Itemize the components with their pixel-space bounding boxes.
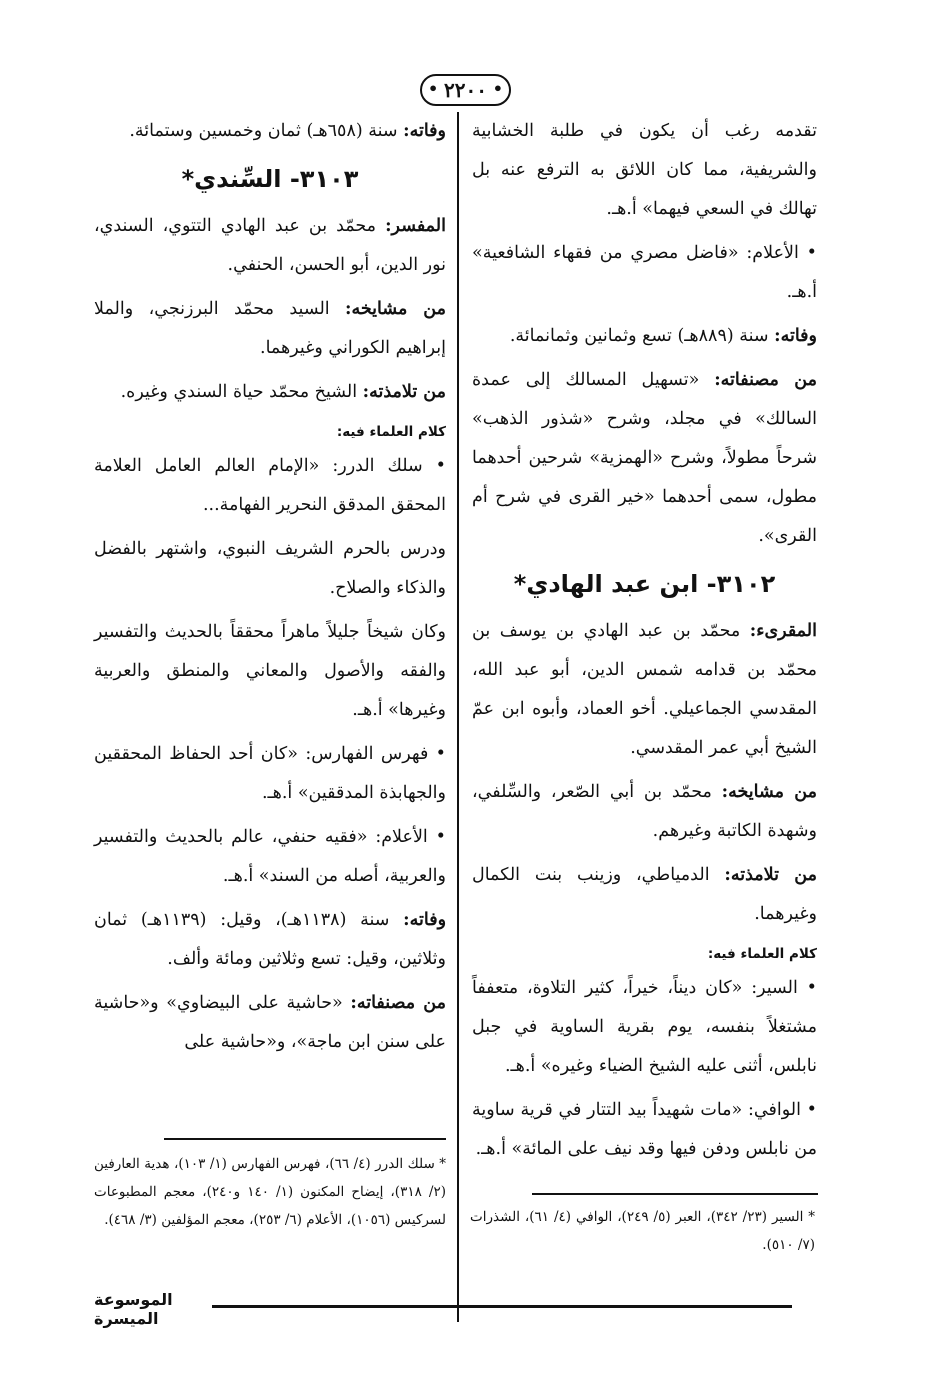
text: محمّد بن أبي الصّعر، والسِّلفي، وشهدة الكاتبة وغيرهم.	[472, 782, 817, 841]
text: محمّد بن عبد الهادي بن يوسف بن محمّد بن قدامه شمس الدين، أبو عبد الله، المقدسي الجماعيلي. أخو العماد، وأبوه ابن عمّ الشيخ أبي عمر المقدسي.	[472, 621, 817, 758]
paragraph: • فهرس الفهارس: «كان أحد الحفاظ المحققين والجهابذة المدققين» أ.هـ.	[94, 744, 446, 803]
text: «تسهيل المسالك إلى عمدة السالك» في مجلد، وشرح «شذور الذهب» شرحاً مطولاً، وشرح «الهمزية» شرحين أحدهما مطول، سمى أحدهما «خير القرى في شرح أم القرى».	[472, 370, 817, 546]
label: من مصنفاته:	[350, 993, 446, 1013]
paragraph	[94, 112, 446, 151]
column-divider	[457, 112, 459, 1322]
paragraph: • الأعلام: «فقيه حنفي، عالم بالحديث والتفسير والعربية، أصله من السند» أ.هـ.	[94, 827, 446, 886]
text: السيد محمّد البرزنجي، والملا إبراهيم الكوراني وغيرهما.	[94, 299, 446, 358]
scholars-subheading: كلام العلماء فيه:	[336, 424, 446, 440]
label: من مشايخه:	[721, 782, 817, 802]
footnote-rule	[164, 1138, 446, 1140]
footnote-rule	[532, 1193, 818, 1195]
paragraph	[94, 373, 446, 412]
label: وفاته:	[774, 326, 817, 346]
right-column	[472, 112, 817, 1174]
label: من مصنفاته:	[714, 370, 817, 390]
footnote: * سلك الدرر (٤/ ٦٦)، فهرس الفهارس (١/ ١٠٣)، هدية العارفين (٢/ ٣١٨)، إيضاح المكنون (١/ ١٤٠ و٢٤٠)، معجم المطبوعات لسركيس (١٠٥٦)، الأعلام (٦/ ٢٥٣)، معجم المؤلفين (٣/ ٤٦٨).	[94, 1156, 447, 1228]
text: الشيخ محمّد حياة السندي وغيره.	[120, 382, 363, 402]
text: الدمياطي، وزينب بنت الكمال وغيرهما.	[472, 865, 817, 924]
paragraph: ودرس بالحرم الشريف النبوي، واشتهر بالفضل والذكاء والصلاح.	[94, 539, 446, 598]
paragraph: • الوافي: «مات شهيداً بيد التتار في قرية ساوية من نابلس ودفن فيها وقد نيف على المائة» أ.هـ.	[472, 1100, 817, 1159]
label: من تلامذته:	[724, 865, 817, 885]
label: المفسر:	[385, 216, 446, 236]
footer-title: الموسوعة الميسرة	[94, 1290, 173, 1328]
entry-heading: ٣١٠٣- السِّندي*	[181, 165, 359, 193]
entry-heading: ٣١٠٢- ابن عبد الهادي*	[513, 570, 776, 598]
paragraph	[94, 984, 446, 1062]
paragraph: وكان شيخاً جليلاً ماهراً محققاً بالحديث والتفسير والفقه والأصول والمعاني والمنطق والعربية وغيرها» أ.هـ.	[94, 622, 446, 720]
text: سنة (١١٣٨هـ)، وقيل: (١١٣٩هـ) ثمان وثلاثين، وقيل: تسع وثلاثين ومائة وألف.	[94, 910, 446, 969]
label: وفاته:	[403, 121, 446, 141]
paragraph: • سلك الدرر: «الإمام العالم العامل العلامة المحقق المدقق النحرير الفهامة...	[94, 456, 446, 515]
page-number: • ٢٢٠٠ •	[420, 74, 511, 106]
text: سنة (٦٥٨هـ) ثمان وخمسين وستمائة.	[129, 121, 404, 141]
text: «حاشية على البيضاوي» و«حاشية على سنن ابن ماجة»، و«حاشية على	[94, 993, 446, 1052]
left-column	[94, 112, 446, 1067]
paragraph: • السير: «كان ديناً، خيراً، كثير التلاوة، متعففاً مشتغلاً بنفسه، يوم بقرية الساوية في جبل نابلس، أثنى عليه الشيخ الضياء وغيره» أ.هـ.	[472, 978, 817, 1076]
paragraph	[94, 207, 446, 285]
paragraph	[472, 773, 817, 851]
paragraph	[94, 290, 446, 368]
paragraph	[472, 361, 817, 556]
footnote: * السير (٢٣/ ٣٤٢)، العبر (٥/ ٢٤٩)، الوافي (٤/ ٦١)، الشذرات (٧/ ٥١٠).	[470, 1209, 816, 1253]
footer-rule	[212, 1305, 792, 1308]
label: وفاته:	[403, 910, 447, 930]
paragraph	[472, 317, 817, 356]
paragraph: تقدمه رغب أن يكون في طلبة الخشابية والشريفية، مما كان اللائق به الترفع عنه بل تهالك في السعي فيهما» أ.هـ.	[472, 121, 817, 219]
paragraph: • الأعلام: «فاضل مصري من فقهاء الشافعية» أ.هـ.	[472, 243, 817, 302]
label: من تلامذته:	[362, 382, 446, 402]
scholars-subheading: كلام العلماء فيه:	[707, 946, 817, 962]
paragraph	[94, 901, 446, 979]
label: من مشايخه:	[345, 299, 446, 319]
paragraph	[472, 612, 817, 768]
label: المقرىء:	[749, 621, 817, 641]
paragraph	[472, 856, 817, 934]
text: محمّد بن عبد الهادي التتوي، السندي، نور الدين، أبو الحسن، الحنفي.	[94, 216, 446, 275]
text: سنة (٨٨٩هـ) تسع وثمانين وثمانمائة.	[509, 326, 775, 346]
page-number-container	[0, 72, 931, 108]
